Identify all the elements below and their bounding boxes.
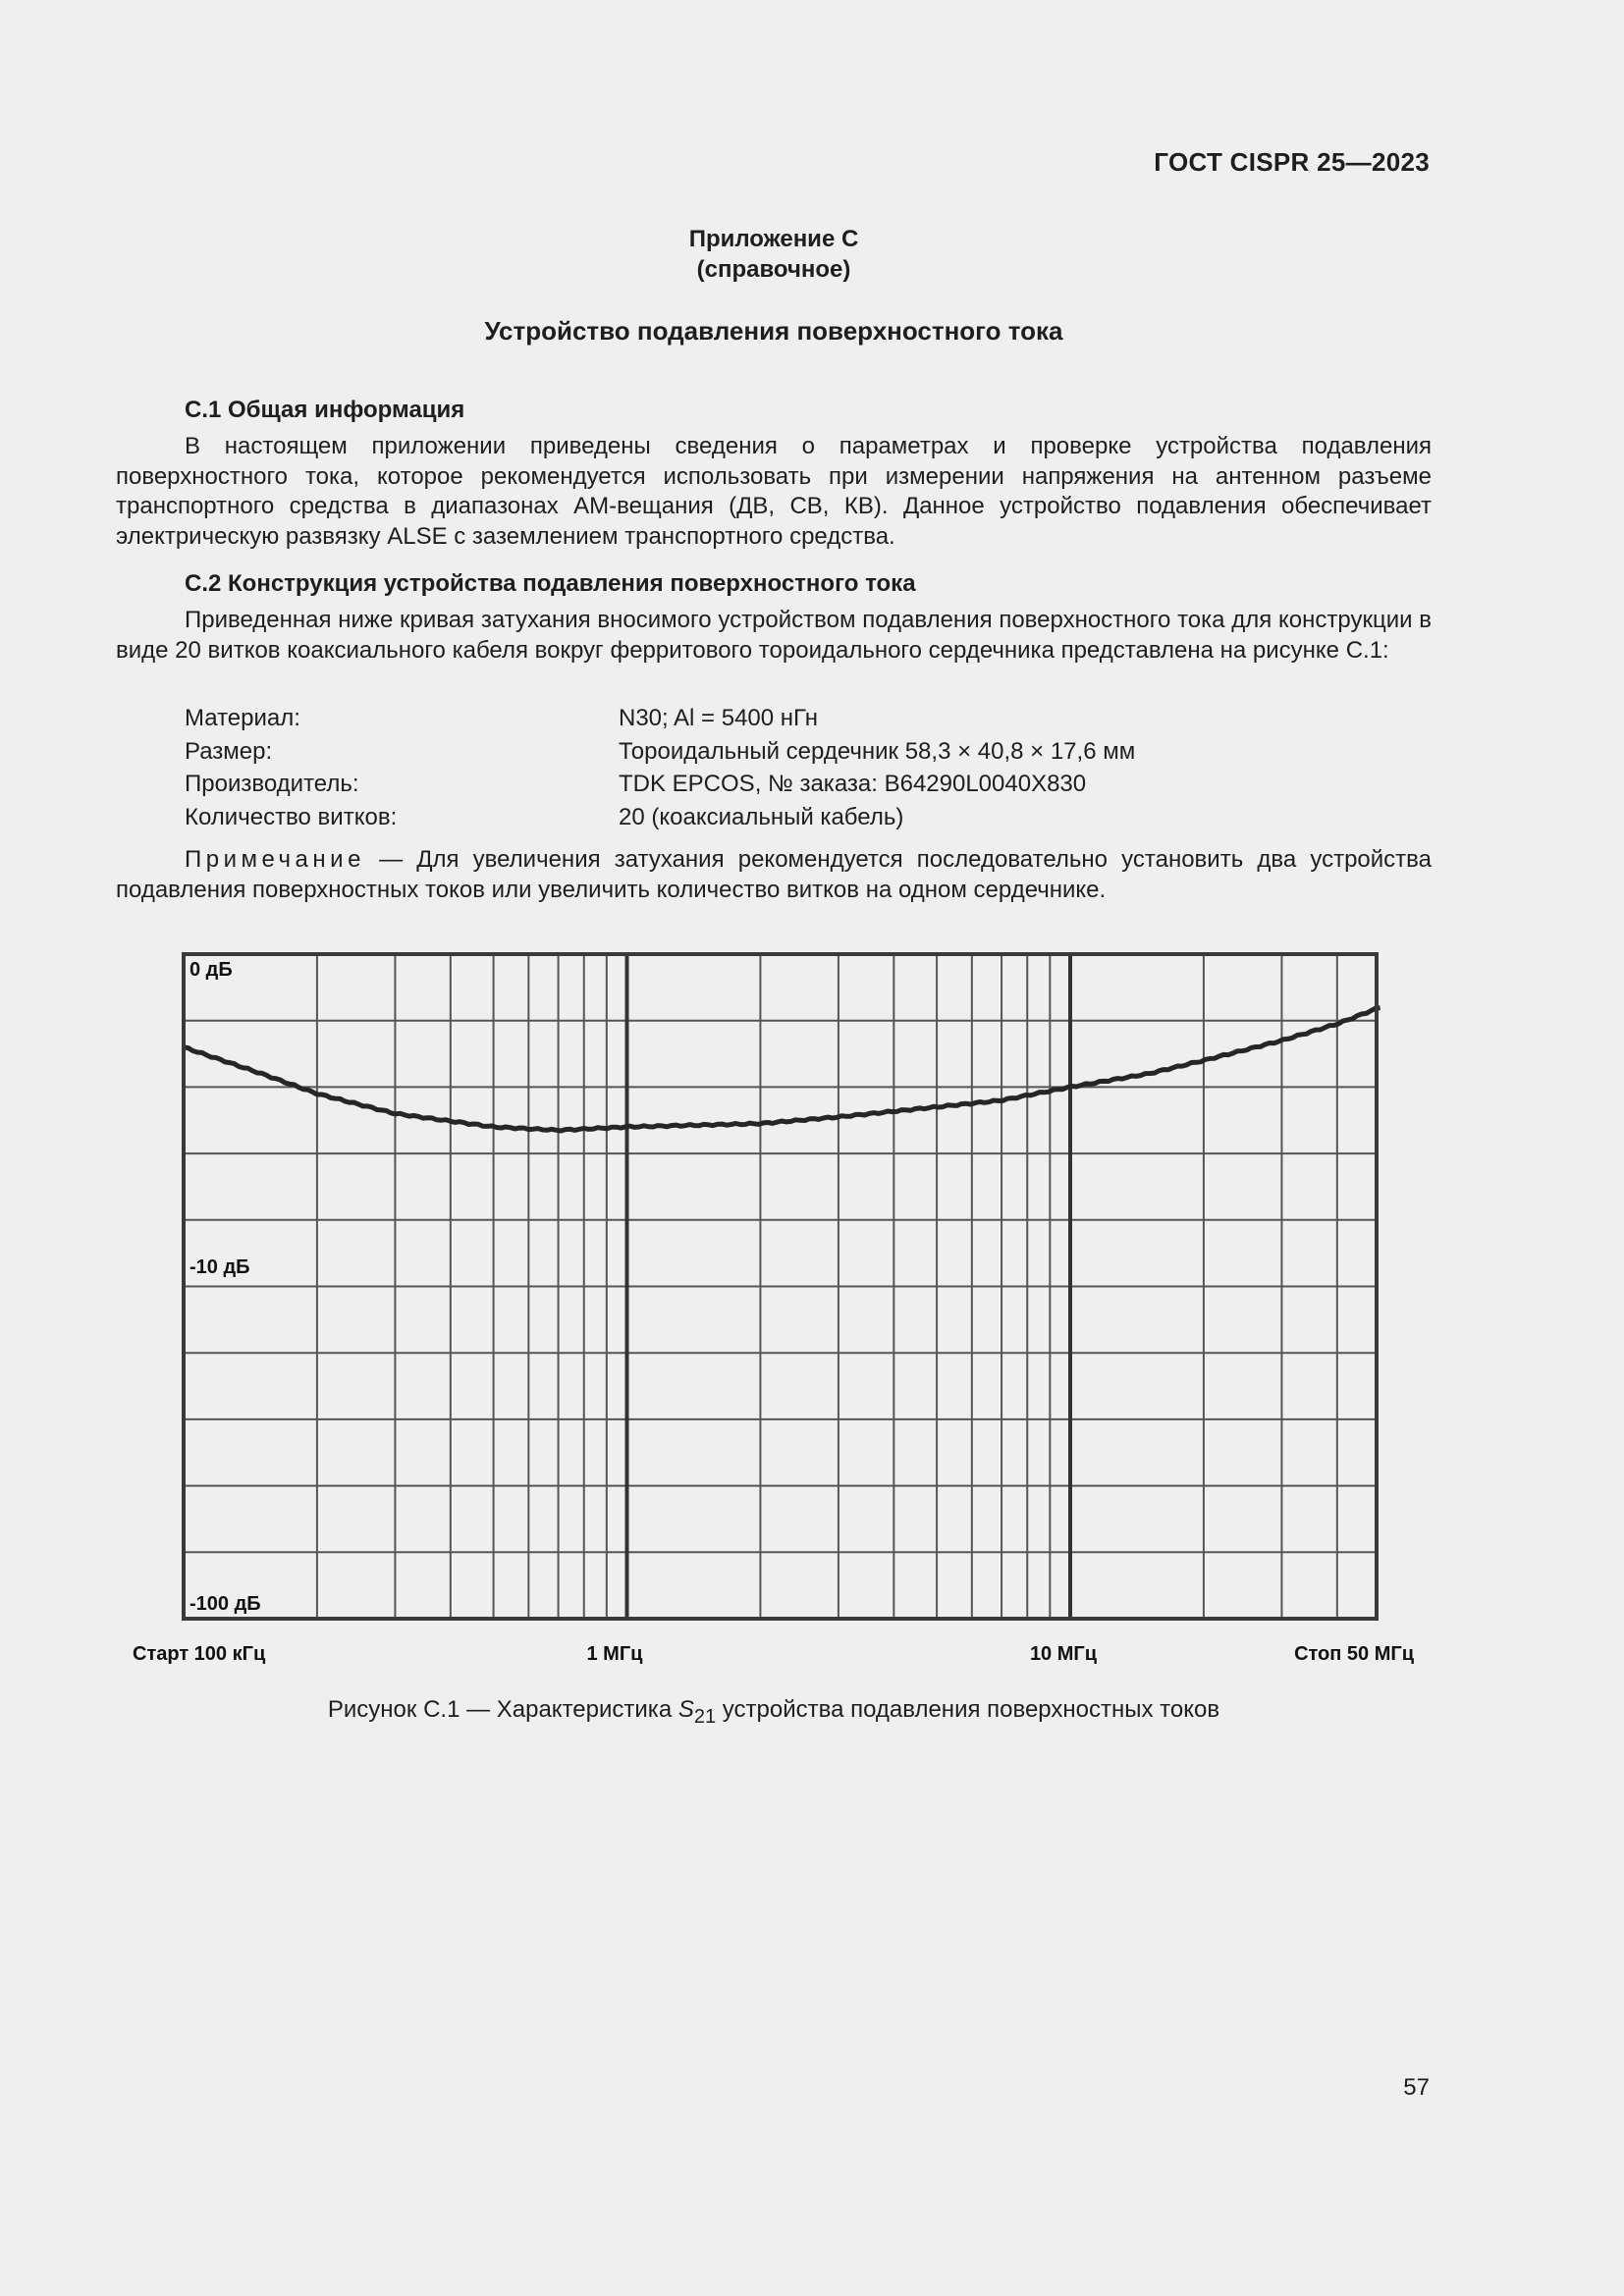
appendix-subtitle: (справочное) [696, 256, 851, 283]
note-text: — Для увеличения затухания рекомендуется последовательно установить два устройства подавления поверхностных токов или увеличить количество витков на одном сердечнике. [116, 846, 1432, 903]
section-1-heading: С.1 Общая информация [185, 397, 465, 423]
y-tick-label-10db: -10 дБ [189, 1256, 250, 1278]
appendix-title: Приложение С [688, 226, 859, 252]
section-1-paragraph: В настоящем приложении приведены сведения о параметрах и проверке устройства подавления поверхностного тока, которое рекомендуется использовать при измерении напряжения на антенном разъеме транспортного средства в диапазонах АМ-вещания (ДВ, СВ, КВ). Данное устройство подавления обеспечивает электрическую развязку ALSE с заземлением транспортного средства. [116, 433, 1432, 550]
spec-value: TDK EPCOS, № заказа: B64290L0040X830 [619, 771, 1087, 797]
spec-label: Количество витков: [185, 803, 398, 830]
spec-value: Тороидальный сердечник 58,3 × 40,8 × 17,6 мм [619, 737, 1136, 765]
x-tick-label-start: Старт 100 кГц [133, 1643, 266, 1665]
note-label: Примечание [185, 846, 365, 873]
section-2-heading: С.2 Конструкция устройства подавления поверхностного тока [185, 570, 916, 597]
spec-label: Материал: [185, 705, 300, 731]
figure-caption [116, 1696, 1432, 1729]
y-tick-label-100db: -100 дБ [189, 1593, 261, 1615]
doc-code: ГОСТ CISPR 25—2023 [1154, 147, 1430, 177]
s21-curve [184, 1008, 1380, 1131]
caption-suffix: устройства подавления поверхностных токов [716, 1696, 1220, 1723]
caption-symbol: S [677, 1696, 694, 1723]
x-tick-label-stop: Стоп 50 МГц [1294, 1643, 1414, 1665]
spec-value: 20 (коаксиальный кабель) [619, 803, 904, 830]
chart-grid [184, 954, 1377, 1619]
caption-prefix: Рисунок С.1 — Характеристика [327, 1696, 678, 1723]
y-tick-label-0db: 0 дБ [189, 959, 233, 981]
page-number: 57 [1403, 2074, 1430, 2101]
section-2-paragraph: Приведенная ниже кривая затухания вносимого устройством подавления поверхностного тока для конструкции в виде 20 витков коаксиального кабеля вокруг ферритового тороидального сердечника представлена на рисунке С.1: [116, 607, 1432, 664]
spec-label: Размер: [185, 737, 273, 765]
spec-value: N30; Al = 5400 нГн [619, 705, 818, 731]
x-tick-label-1mhz: 1 МГц [586, 1643, 643, 1665]
spec-label: Производитель: [185, 771, 359, 797]
x-tick-label-10mhz: 10 МГц [1029, 1643, 1098, 1665]
caption-subscript: 21 [693, 1705, 717, 1728]
appendix-name: Устройство подавления поверхностного тока [484, 316, 1063, 346]
